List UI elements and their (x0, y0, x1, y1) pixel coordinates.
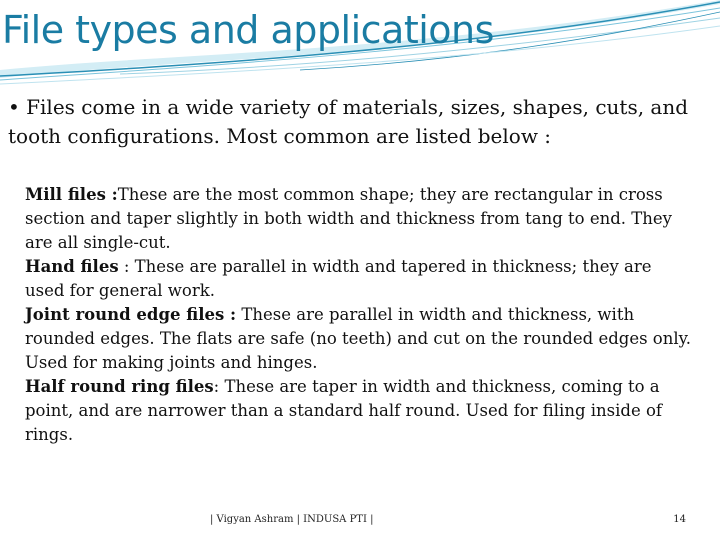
item-description: : These are parallel in width and tapered in thickness; they are used for general work. (25, 257, 652, 300)
slide-title: File types and applications (2, 8, 494, 52)
item-description: : These are taper in width and thickness, coming to a point, and are narrower than a standard half round. Used for filing inside of rings. (25, 377, 663, 444)
list-item (25, 255, 693, 303)
item-description: These are the most common shape; they are rectangular in cross section and taper slightly in both width and thickness from tang to end. They are all single-cut. (25, 185, 672, 252)
list-item (25, 183, 693, 255)
item-term: Hand files (25, 257, 119, 276)
intro-bullet: • Files come in a wide variety of materials, sizes, shapes, cuts, and tooth configurations. Most common are listed below : (8, 95, 689, 148)
list-item (25, 303, 693, 375)
list-item (25, 375, 693, 447)
file-types-list (25, 183, 693, 447)
item-term: Half round ring files (25, 377, 214, 396)
item-term: Joint round edge files : (25, 305, 237, 324)
footer-text: | Vigyan Ashram | INDUSA PTI | (210, 514, 374, 525)
item-description: These are parallel in width and thickness, with rounded edges. The flats are safe (no teeth) and cut on the rounded edges only. Used for making joints and hinges. (25, 305, 692, 372)
item-term: Mill files : (25, 185, 118, 204)
page-number: 14 (673, 514, 686, 525)
